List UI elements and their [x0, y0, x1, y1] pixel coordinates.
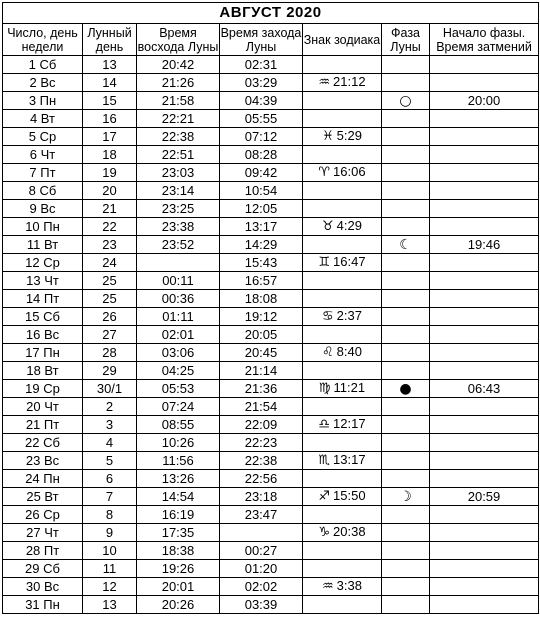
phase-cell [382, 254, 430, 272]
date-cell: 5 Ср [3, 128, 83, 146]
table-row [3, 92, 539, 110]
header-zodiac: Знак зодиака [303, 24, 382, 56]
lunar-day-cell: 25 [83, 272, 137, 290]
zodiac-cell [303, 290, 382, 308]
moonset-cell: 22:38 [220, 452, 303, 470]
zodiac-entry-time: 16:06 [333, 164, 366, 179]
zodiac-entry-time: 8:40 [336, 344, 362, 359]
table-row [3, 182, 539, 200]
zodiac-entry-time: 15:50 [333, 488, 366, 503]
moonset-cell: 12:05 [220, 200, 303, 218]
lunar-day-cell: 2 [83, 398, 137, 416]
phase-cell [382, 164, 430, 182]
table-row [3, 380, 539, 398]
table-row [3, 74, 539, 92]
moonrise-cell: 23:25 [137, 200, 220, 218]
table-row [3, 218, 539, 236]
lunar-day-cell: 13 [83, 56, 137, 74]
date-cell: 8 Сб [3, 182, 83, 200]
zodiac-cell [303, 542, 382, 560]
moonset-cell: 23:18 [220, 488, 303, 506]
moonset-cell [220, 524, 303, 542]
phase-cell [382, 380, 430, 398]
header-lunar-day: Лунный день [83, 24, 137, 56]
lunar-day-cell: 20 [83, 182, 137, 200]
table-row [3, 578, 539, 596]
zodiac-cell [303, 164, 382, 182]
table-title: АВГУСТ 2020 [3, 3, 539, 24]
table-row [3, 344, 539, 362]
date-cell: 2 Вс [3, 74, 83, 92]
date-cell: 16 Вс [3, 326, 83, 344]
phase-start-cell [430, 218, 539, 236]
date-cell: 4 Вт [3, 110, 83, 128]
date-cell: 22 Сб [3, 434, 83, 452]
phase-start-cell [430, 506, 539, 524]
moonset-cell: 21:36 [220, 380, 303, 398]
phase-cell [382, 290, 430, 308]
moonset-cell: 22:56 [220, 470, 303, 488]
moonset-cell: 14:29 [220, 236, 303, 254]
table-row [3, 560, 539, 578]
lunar-day-cell: 25 [83, 290, 137, 308]
moonrise-cell: 22:21 [137, 110, 220, 128]
phase-start-cell [430, 164, 539, 182]
moonrise-cell: 21:26 [137, 74, 220, 92]
date-cell: 21 Пт [3, 416, 83, 434]
moonset-cell: 01:20 [220, 560, 303, 578]
phase-cell [382, 236, 430, 254]
moonrise-cell: 02:01 [137, 326, 220, 344]
table-row [3, 470, 539, 488]
moonrise-cell: 03:06 [137, 344, 220, 362]
zodiac-entry-time: 5:29 [336, 128, 362, 143]
lunar-day-cell: 28 [83, 344, 137, 362]
header-phase-start: Начало фазы. Время затмений [430, 24, 539, 56]
moonset-cell: 20:05 [220, 326, 303, 344]
zodiac-cell [303, 56, 382, 74]
lunar-day-cell: 13 [83, 596, 137, 614]
lunar-day-cell: 3 [83, 416, 137, 434]
phase-cell [382, 416, 430, 434]
date-cell: 14 Пт [3, 290, 83, 308]
phase-start-cell: 20:59 [430, 488, 539, 506]
phase-start-cell [430, 452, 539, 470]
date-cell: 12 Ср [3, 254, 83, 272]
lunar-day-cell: 12 [83, 578, 137, 596]
lunar-day-cell: 23 [83, 236, 137, 254]
phase-start-cell [430, 470, 539, 488]
zodiac-sign-icon: ♑ [318, 525, 331, 540]
table-row [3, 110, 539, 128]
moonrise-cell: 23:03 [137, 164, 220, 182]
phase-cell [382, 578, 430, 596]
lunar-day-cell: 15 [83, 92, 137, 110]
zodiac-sign-icon: ♓ [322, 129, 334, 144]
zodiac-cell [303, 236, 382, 254]
phase-cell [382, 92, 430, 110]
phase-cell [382, 326, 430, 344]
moonset-cell: 09:42 [220, 164, 303, 182]
lunar-day-cell: 9 [83, 524, 137, 542]
phase-cell [382, 560, 430, 578]
lunar-day-cell: 6 [83, 470, 137, 488]
zodiac-entry-time: 21:12 [333, 74, 366, 89]
date-cell: 19 Ср [3, 380, 83, 398]
zodiac-entry-time: 2:37 [336, 308, 362, 323]
table-row [3, 452, 539, 470]
zodiac-entry-time: 3:38 [336, 578, 362, 593]
phase-start-cell [430, 128, 539, 146]
lunar-day-cell: 19 [83, 164, 137, 182]
zodiac-cell [303, 74, 382, 92]
zodiac-sign-icon: ♊ [318, 255, 331, 270]
date-cell: 3 Пн [3, 92, 83, 110]
phase-cell [382, 110, 430, 128]
phase-start-cell [430, 200, 539, 218]
moonset-cell: 04:39 [220, 92, 303, 110]
table-row [3, 362, 539, 380]
zodiac-entry-time: 12:17 [333, 416, 366, 431]
table-row [3, 164, 539, 182]
zodiac-cell [303, 560, 382, 578]
phase-cell [382, 182, 430, 200]
phase-cell [382, 488, 430, 506]
phase-cell [382, 506, 430, 524]
moonrise-cell: 22:51 [137, 146, 220, 164]
moonrise-cell: 04:25 [137, 362, 220, 380]
phase-start-cell [430, 434, 539, 452]
phase-cell [382, 452, 430, 470]
moonrise-cell [137, 254, 220, 272]
zodiac-sign-icon: ♏ [318, 453, 331, 468]
lunar-day-cell: 16 [83, 110, 137, 128]
phase-start-cell [430, 290, 539, 308]
table-row [3, 254, 539, 272]
moonset-cell: 22:09 [220, 416, 303, 434]
zodiac-cell [303, 92, 382, 110]
date-cell: 13 Чт [3, 272, 83, 290]
phase-start-cell [430, 308, 539, 326]
zodiac-cell [303, 362, 382, 380]
lunar-day-cell: 22 [83, 218, 137, 236]
lunar-day-cell: 21 [83, 200, 137, 218]
zodiac-entry-time: 13:17 [333, 452, 366, 467]
zodiac-cell [303, 452, 382, 470]
date-cell: 7 Пт [3, 164, 83, 182]
date-cell: 6 Чт [3, 146, 83, 164]
zodiac-sign-icon: ♒ [322, 579, 334, 594]
table-row [3, 416, 539, 434]
moonset-cell: 21:14 [220, 362, 303, 380]
phase-start-cell [430, 542, 539, 560]
phase-start-cell [430, 326, 539, 344]
date-cell: 29 Сб [3, 560, 83, 578]
table-body [3, 56, 539, 614]
moonrise-cell: 08:55 [137, 416, 220, 434]
moon-phase-icon: ● [399, 380, 412, 397]
phase-start-cell [430, 344, 539, 362]
lunar-day-cell: 27 [83, 326, 137, 344]
moonrise-cell: 18:38 [137, 542, 220, 560]
moonrise-cell: 20:01 [137, 578, 220, 596]
zodiac-cell [303, 326, 382, 344]
phase-start-cell [430, 560, 539, 578]
table-row [3, 524, 539, 542]
date-cell: 30 Вс [3, 578, 83, 596]
phase-start-cell [430, 524, 539, 542]
moonset-cell: 03:29 [220, 74, 303, 92]
zodiac-sign-icon: ♍ [318, 381, 331, 396]
moonset-cell: 23:47 [220, 506, 303, 524]
table-row [3, 128, 539, 146]
zodiac-cell [303, 200, 382, 218]
zodiac-entry-time: 11:21 [333, 380, 366, 395]
date-cell: 23 Вс [3, 452, 83, 470]
phase-cell [382, 524, 430, 542]
table-row [3, 398, 539, 416]
zodiac-sign-icon: ♌ [322, 345, 334, 360]
lunar-day-cell: 7 [83, 488, 137, 506]
lunar-day-cell: 17 [83, 128, 137, 146]
zodiac-cell [303, 470, 382, 488]
moonset-cell: 22:23 [220, 434, 303, 452]
moonrise-cell: 00:11 [137, 272, 220, 290]
phase-start-cell: 06:43 [430, 380, 539, 398]
table-row [3, 434, 539, 452]
lunar-day-cell: 29 [83, 362, 137, 380]
table-row [3, 290, 539, 308]
table-row [3, 236, 539, 254]
date-cell: 9 Вс [3, 200, 83, 218]
date-cell: 25 Вт [3, 488, 83, 506]
moonset-cell: 21:54 [220, 398, 303, 416]
zodiac-entry-time: 4:29 [336, 218, 362, 233]
zodiac-cell [303, 578, 382, 596]
table-row [3, 146, 539, 164]
phase-start-cell [430, 362, 539, 380]
zodiac-sign-icon: ♐ [318, 489, 331, 504]
phase-cell [382, 200, 430, 218]
table-row [3, 56, 539, 74]
date-cell: 31 Пн [3, 596, 83, 614]
moonrise-cell: 00:36 [137, 290, 220, 308]
phase-start-cell [430, 182, 539, 200]
moonrise-cell: 17:35 [137, 524, 220, 542]
phase-start-cell [430, 272, 539, 290]
zodiac-cell [303, 488, 382, 506]
header-phase: Фаза Луны [382, 24, 430, 56]
zodiac-cell [303, 380, 382, 398]
moonrise-cell: 23:14 [137, 182, 220, 200]
lunar-day-cell: 4 [83, 434, 137, 452]
moonset-cell: 16:57 [220, 272, 303, 290]
date-cell: 11 Вт [3, 236, 83, 254]
zodiac-cell [303, 416, 382, 434]
zodiac-cell [303, 506, 382, 524]
lunar-day-cell: 5 [83, 452, 137, 470]
phase-start-cell [430, 398, 539, 416]
table-row [3, 272, 539, 290]
date-cell: 24 Пн [3, 470, 83, 488]
moonset-cell: 20:45 [220, 344, 303, 362]
moonrise-cell: 11:56 [137, 452, 220, 470]
moonrise-cell: 10:26 [137, 434, 220, 452]
moonrise-cell: 22:38 [137, 128, 220, 146]
zodiac-cell [303, 128, 382, 146]
phase-start-cell [430, 146, 539, 164]
header-row [3, 24, 539, 56]
zodiac-entry-time: 16:47 [333, 254, 366, 269]
table-row [3, 506, 539, 524]
zodiac-cell [303, 344, 382, 362]
moonrise-cell: 05:53 [137, 380, 220, 398]
header-moonset: Время захода Луны [220, 25, 302, 54]
moon-phase-icon: ☾ [399, 236, 412, 253]
phase-start-cell [430, 110, 539, 128]
date-cell: 17 Пн [3, 344, 83, 362]
moonrise-cell: 01:11 [137, 308, 220, 326]
moonset-cell: 18:08 [220, 290, 303, 308]
zodiac-sign-icon: ♈ [318, 165, 331, 180]
lunar-calendar-table [2, 2, 539, 614]
header-date: Число, день недели [3, 24, 83, 56]
phase-start-cell [430, 596, 539, 614]
moonset-cell: 07:12 [220, 128, 303, 146]
zodiac-cell [303, 308, 382, 326]
phase-start-cell [430, 416, 539, 434]
lunar-day-cell: 11 [83, 560, 137, 578]
zodiac-cell [303, 398, 382, 416]
table-row [3, 488, 539, 506]
lunar-day-cell: 10 [83, 542, 137, 560]
zodiac-entry-time: 20:38 [333, 524, 366, 539]
lunar-day-cell: 18 [83, 146, 137, 164]
zodiac-sign-icon: ♎ [318, 417, 331, 432]
zodiac-cell [303, 110, 382, 128]
moonset-cell: 15:43 [220, 254, 303, 272]
moonrise-cell: 23:38 [137, 218, 220, 236]
zodiac-cell [303, 434, 382, 452]
date-cell: 27 Чт [3, 524, 83, 542]
phase-start-cell [430, 74, 539, 92]
date-cell: 18 Вт [3, 362, 83, 380]
phase-cell [382, 272, 430, 290]
phase-start-cell [430, 254, 539, 272]
phase-cell [382, 74, 430, 92]
lunar-day-cell: 26 [83, 308, 137, 326]
moonset-cell: 02:31 [220, 56, 303, 74]
table-row [3, 308, 539, 326]
table-row [3, 200, 539, 218]
phase-cell [382, 128, 430, 146]
table-row [3, 542, 539, 560]
header-moonrise: Время восхода Луны [137, 25, 219, 54]
moonrise-cell: 19:26 [137, 560, 220, 578]
date-cell: 1 Сб [3, 56, 83, 74]
moonset-cell: 00:27 [220, 542, 303, 560]
date-cell: 15 Сб [3, 308, 83, 326]
phase-start-cell: 19:46 [430, 236, 539, 254]
moonrise-cell: 20:42 [137, 56, 220, 74]
date-cell: 26 Ср [3, 506, 83, 524]
moonset-cell: 02:02 [220, 578, 303, 596]
date-cell: 10 Пн [3, 218, 83, 236]
phase-start-cell [430, 578, 539, 596]
phase-cell [382, 308, 430, 326]
zodiac-cell [303, 218, 382, 236]
moonset-cell: 08:28 [220, 146, 303, 164]
zodiac-cell [303, 272, 382, 290]
phase-cell [382, 596, 430, 614]
phase-cell [382, 542, 430, 560]
table-row [3, 596, 539, 614]
phase-cell [382, 218, 430, 236]
moonset-cell: 10:54 [220, 182, 303, 200]
zodiac-cell [303, 254, 382, 272]
moon-phase-icon: ○ [399, 92, 412, 109]
table-row [3, 326, 539, 344]
phase-cell [382, 146, 430, 164]
lunar-day-cell: 30/1 [83, 380, 137, 398]
zodiac-sign-icon: ♒ [318, 75, 331, 90]
moonrise-cell: 20:26 [137, 596, 220, 614]
phase-cell [382, 434, 430, 452]
lunar-day-cell: 8 [83, 506, 137, 524]
zodiac-cell [303, 596, 382, 614]
phase-cell [382, 470, 430, 488]
phase-cell [382, 344, 430, 362]
moonrise-cell: 16:19 [137, 506, 220, 524]
moonrise-cell: 13:26 [137, 470, 220, 488]
phase-cell [382, 56, 430, 74]
zodiac-cell [303, 146, 382, 164]
phase-start-cell [430, 56, 539, 74]
phase-start-cell: 20:00 [430, 92, 539, 110]
zodiac-sign-icon: ♋ [322, 309, 334, 324]
zodiac-sign-icon: ♉ [322, 219, 334, 234]
lunar-day-cell: 14 [83, 74, 137, 92]
moon-phase-icon: ☽ [399, 488, 412, 505]
zodiac-cell [303, 182, 382, 200]
moonrise-cell: 21:58 [137, 92, 220, 110]
lunar-day-cell: 24 [83, 254, 137, 272]
date-cell: 28 Пт [3, 542, 83, 560]
date-cell: 20 Чт [3, 398, 83, 416]
zodiac-cell [303, 524, 382, 542]
moonset-cell: 03:39 [220, 596, 303, 614]
phase-cell [382, 398, 430, 416]
moonrise-cell: 23:52 [137, 236, 220, 254]
moonrise-cell: 14:54 [137, 488, 220, 506]
moonrise-cell: 07:24 [137, 398, 220, 416]
phase-cell [382, 362, 430, 380]
moonset-cell: 05:55 [220, 110, 303, 128]
moonset-cell: 13:17 [220, 218, 303, 236]
moonset-cell: 19:12 [220, 308, 303, 326]
